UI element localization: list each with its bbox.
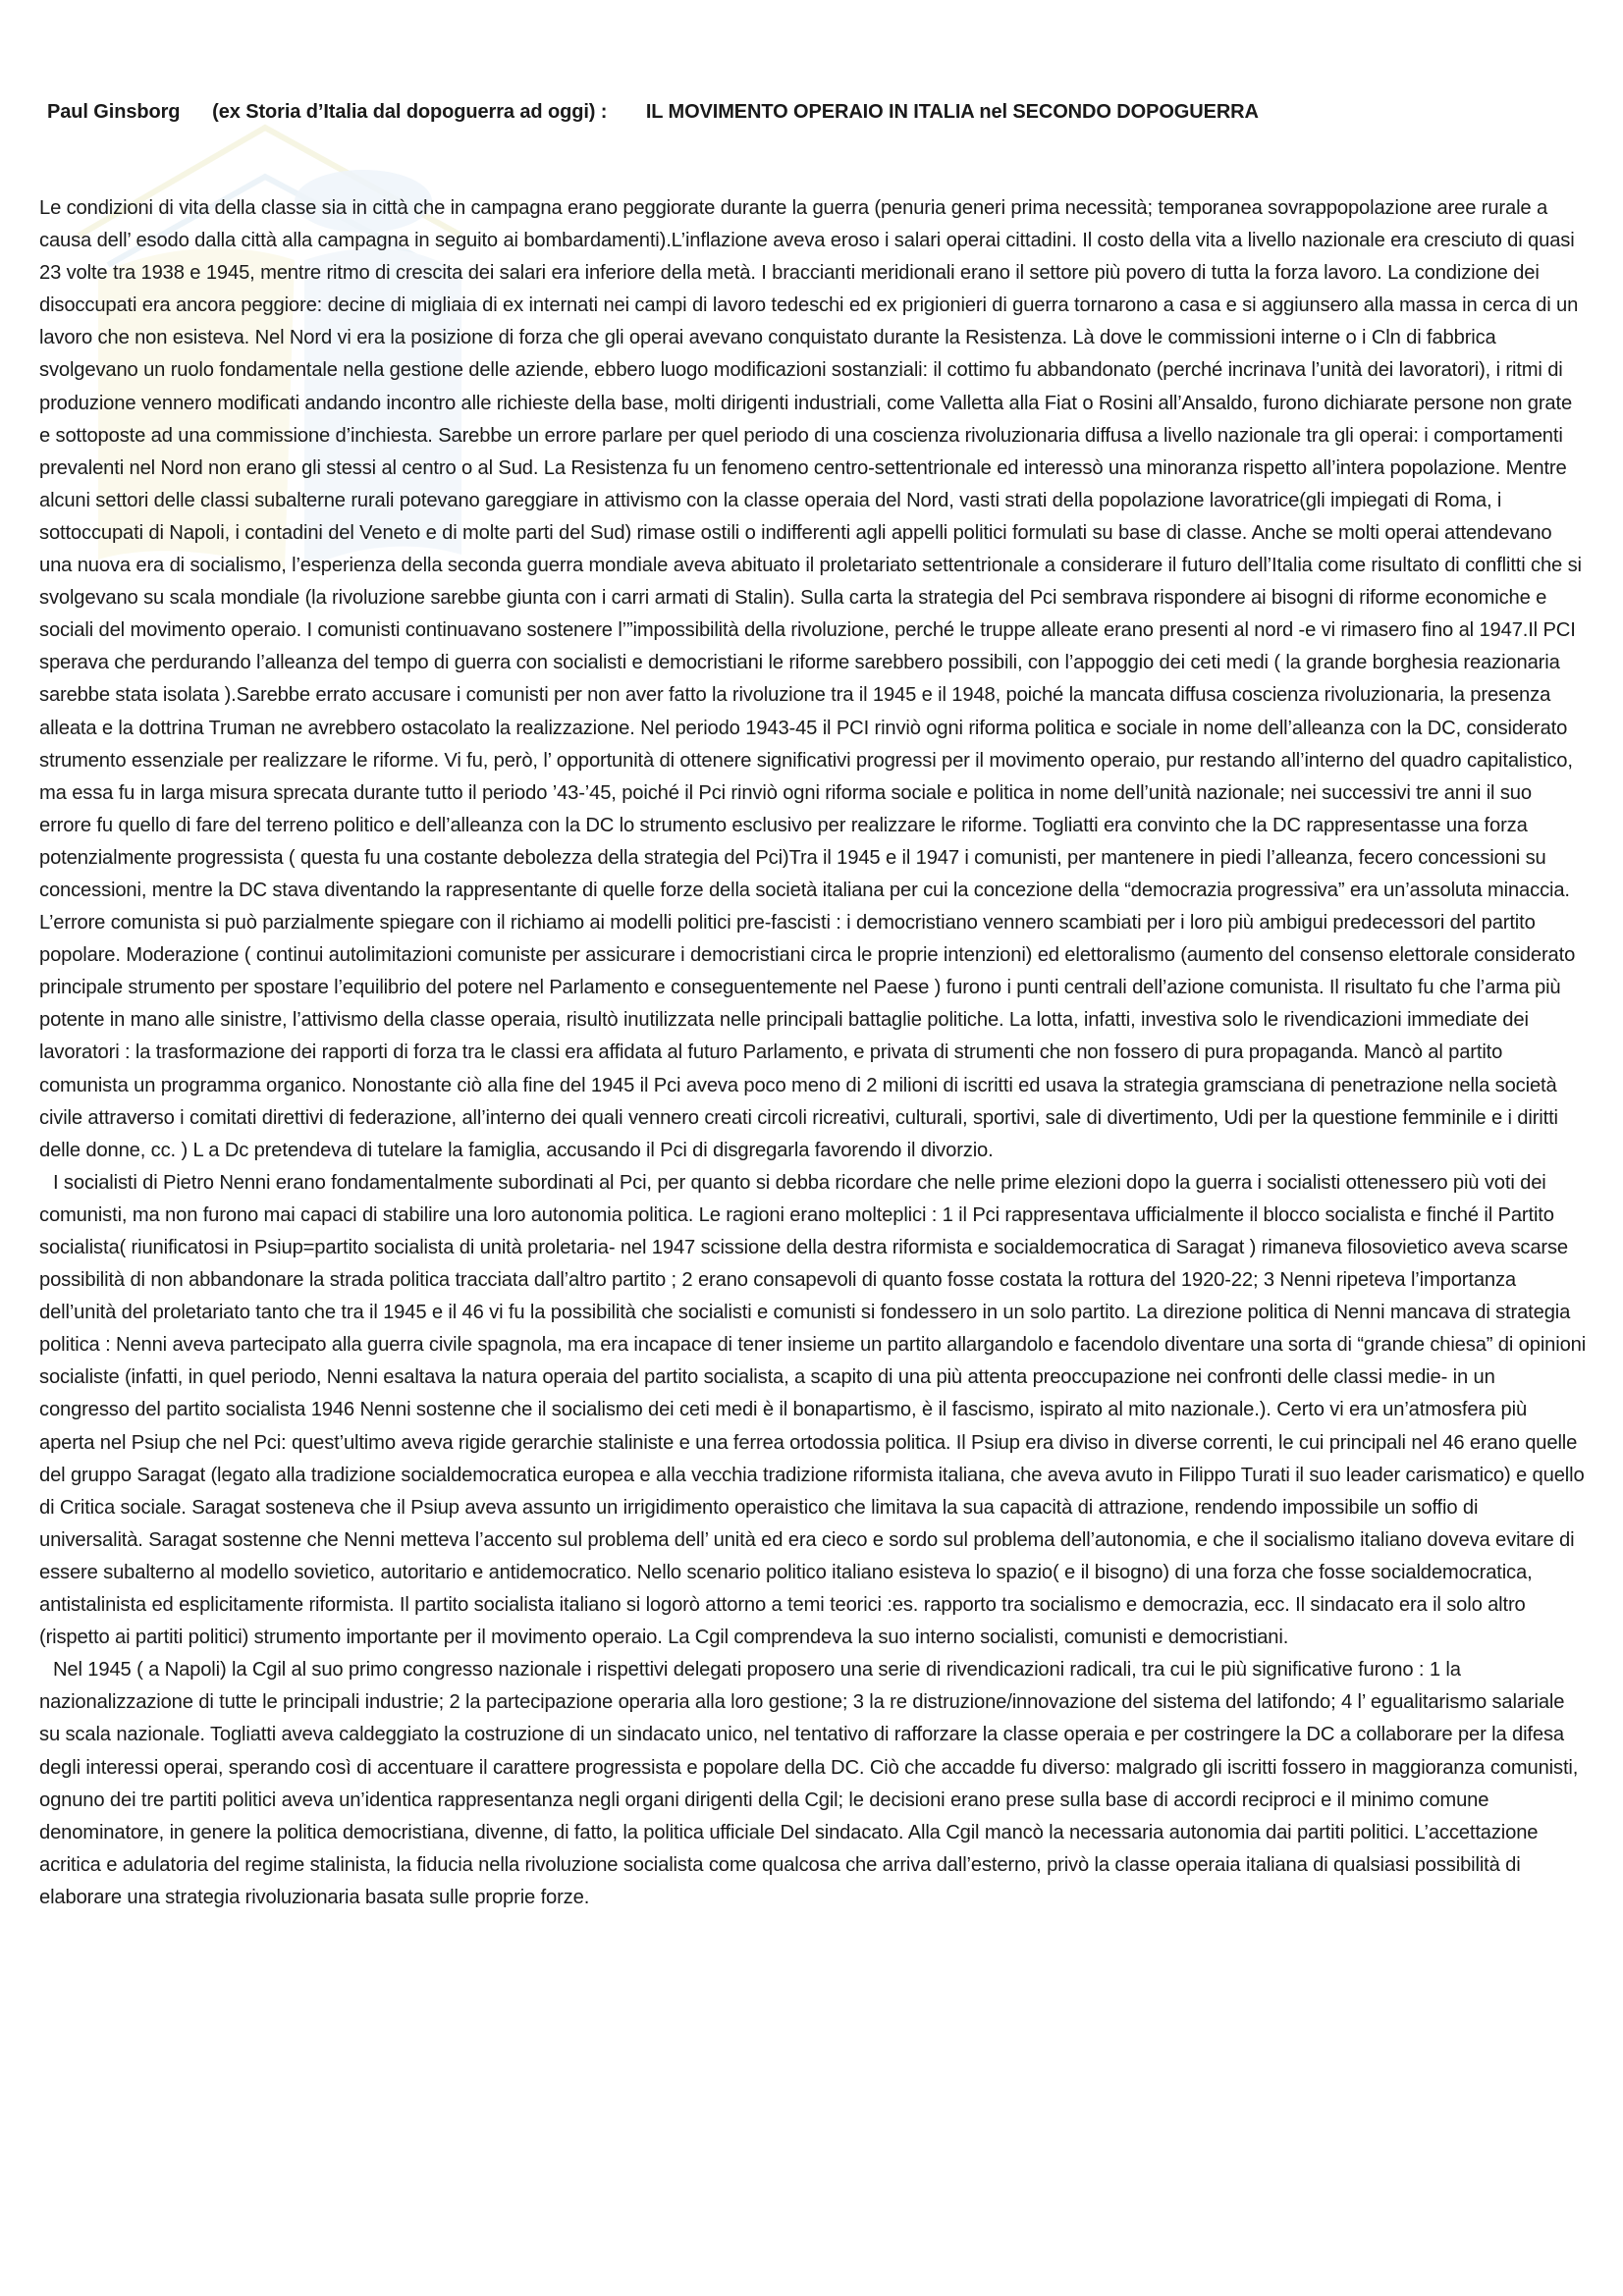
header-source: (ex Storia d’Italia dal dopoguerra ad oggi) : [212, 101, 608, 123]
document-header [47, 98, 1579, 126]
header-title: IL MOVIMENTO OPERAIO IN ITALIA nel SECONDO DOPOGUERRA [645, 101, 1259, 123]
paragraph-2: I socialisti di Pietro Nenni erano fondamentalmente subordinati al Pci, per quanto si debba ricordare che nelle prime elezioni dopo la guerra i socialisti ottenessero più voti dei comunisti, ma non furono mai capaci di stabilire una loro autonomia politica. Le ragioni erano molteplici : 1 il Pci rappresentava ufficialmente il blocco socialista e finché il Partito socialista( riunificatosi in Psiup=partito socialista di unità proletaria- nel 1947 scissione della destra riformista e socialdemocratica di Saragat ) rimaneva filosovietico aveva scarse possibilità di non abbandonare la strada politica tracciata dall’altro partito ; 2 erano consapevoli di quanto fosse costata la rottura del 1920-22; 3 Nenni ripeteva l’importanza dell’unità del proletariato tanto che tra il 1945 e il 46 vi fu la possibilità che socialisti e comunisti si fondessero in un solo partito. La direzione politica di Nenni mancava di strategia politica : Nenni aveva partecipato alla guerra civile spagnola, ma era incapace di tener insieme un partito allargandolo e facendolo diventare una sorta di “grande chiesa” di opinioni socialiste (infatti, in quel periodo, Nenni esaltava la natura operaia del partito socialista, a scapito di una più attenta preoccupazione nei confronti delle classi medie- in un congresso del partito socialista 1946 Nenni sostenne che il socialismo dei ceti medi è il bonapartismo, è il fascismo, ispirato al mito nazionale.). Certo vi era un’atmosfera più aperta nel Psiup che nel Pci: quest’ultimo aveva rigide gerarchie staliniste e una ferrea ortodossia politica. Il Psiup era diviso in diverse correnti, le cui principali nel 46 erano quelle del gruppo Saragat (legato alla tradizione socialdemocratica europea e alla vecchia tradizione riformista italiana, che aveva avuto in Filippo Turati il suo leader carismatico) e quello di Critica sociale. Saragat sosteneva che il Psiup aveva assunto un irrigidimento operaistico che limitava la sua capacità di attrazione, rendendo impossibile un soffio di universalità. Saragat sostenne che Nenni metteva l’accento sul problema dell’ unità ed era cieco e sordo sul problema dell’autonomia, e che il socialismo italiano doveva evitare di essere subalterno al modello sovietico, autoritario e antidemocratico. Nello scenario politico italiano esisteva lo spazio( e il bisogno) di una forza che fosse socialdemocratica, antistalinista ed esplicitamente riformista. Il partito socialista italiano si logorò attorno a temi teorici :es. rapporto tra socialismo e democrazia, ecc. Il sindacato era il solo altro (rispetto ai partiti politici) strumento importante per il movimento operaio. La Cgil comprendeva la suo interno socialisti, comunisti e democristiani. [39, 1171, 1587, 1649]
paragraph-3: Nel 1945 ( a Napoli) la Cgil al suo primo congresso nazionale i rispettivi delegati proposero una serie di rivendicazioni radicali, tra cui le più significative furono : 1 la nazionalizzazione di tutte le principali industrie; 2 la partecipazione operaria alla loro gestione; 3 la re distruzione/innovazione del sistema del latifondo; 4 l’ egualitarismo salariale su scala nazionale. Togliatti aveva caldeggiato la costruzione di un sindacato unico, nel tentativo di rafforzare la classe operaia e per costringere la DC a collaborare per la difesa degli interessi operai, sperando così di accentuare il carattere progressista e popolare della DC. Ciò che accadde fu diverso: malgrado gli iscritti fossero in maggioranza comunisti, ognuno dei tre partiti politici aveva un’identica rappresentanza negli organi dirigenti della Cgil; le decisioni erano prese sulla base di accordi reciproci e il minimo comune denominatore, in genere la politica democristiana, divenne, di fatto, la politica ufficiale Del sindacato. Alla Cgil mancò la necessaria autonomia dai partiti politici. L’accettazione acritica e adulatoria del regime stalinista, la fiducia nella rivoluzione socialista come qualcosa che arriva dall’esterno, privò la classe operaia italiana di qualsiasi possibilità di elaborare una strategia rivoluzionaria basata sulle proprie forze. [39, 1659, 1579, 1908]
document-body [39, 192, 1587, 1914]
paragraph-1: Le condizioni di vita della classe sia in città che in campagna erano peggiorate durante la guerra (penuria generi prima necessità; temporanea sovrappopolazione aree rurale a causa dell’ esodo dalla città alla campagna in seguito ai bombardamenti).L’inflazione aveva eroso i salari operai cittadini. Il costo della vita a livello nazionale era cresciuto di quasi 23 volte tra 1938 e 1945, mentre ritmo di crescita dei salari era inferiore della metà. I braccianti meridionali erano il settore più povero di tutta la forza lavoro. La condizione dei disoccupati era ancora peggiore: decine di migliaia di ex internati nei campi di lavoro tedeschi ed ex prigionieri di guerra tornarono a casa e si aggiunsero alla massa in cerca di un lavoro che non esisteva. Nel Nord vi era la posizione di forza che gli operai avevano conquistato durante la Resistenza. Là dove le commissioni interne o i Cln di fabbrica svolgevano un ruolo fondamentale nella gestione delle aziende, ebbero luogo modificazioni sostanziali: il cottimo fu abbandonato (perché incrinava l’unità dei lavoratori), i ritmi di produzione vennero modificati andando incontro alle richieste della base, molti dirigenti industriali, come Valletta alla Fiat o Rosini all’Ansaldo, furono dichiarate persone non grate e sottoposte ad una commissione d’inchiesta. Sarebbe un errore parlare per quel periodo di una coscienza rivoluzionaria diffusa a livello nazionale tra gli operai: i comportamenti prevalenti nel Nord non erano gli stessi al centro o al Sud. La Resistenza fu un fenomeno centro-settentrionale ed interessò una minoranza rispetto all’intera popolazione. Mentre alcuni settori delle classi subalterne rurali potevano gareggiare in attivismo con la classe operaia del Nord, vasti strati della popolazione lavoratrice(gli impiegati di Roma, i sottoccupati di Napoli, i contadini del Veneto e di molte parti del Sud) rimase ostili o indifferenti agli appelli politici formulati su base di classe. Anche se molti operai attendevano una nuova era di socialismo, l’esperienza della seconda guerra mondiale aveva abituato il proletariato settentrionale a considerare il futuro dell’Italia come risultato di conflitti che si svolgevano su scala mondiale (la rivoluzione sarebbe giunta con i carri armati di Stalin). Sulla carta la strategia del Pci sembrava rispondere ai bisogni di riforme economiche e sociali del movimento operaio. I comunisti continuavano sostenere l’”impossibilità della rivoluzione, perché le truppe alleate erano presenti al nord -e vi rimasero fino al 1947.Il PCI sperava che perdurando l’alleanza del tempo di guerra con socialisti e democristiani le riforme sarebbero possibili, con l’appoggio dei ceti medi ( la grande borghesia reazionaria sarebbe stata isolata ).Sarebbe errato accusare i comunisti per non aver fatto la rivoluzione tra il 1945 e il 1948, poiché la mancata diffusa coscienza rivoluzionaria, la presenza alleata e la dottrina Truman ne avrebbero ostacolato la realizzazione. Nel periodo 1943-45 il PCI rinviò ogni riforma politica e sociale in nome dell’alleanza con la DC, considerato strumento essenziale per realizzare le riforme. Vi fu, però, l’ opportunità di ottenere significativi progressi per il movimento operaio, pur restando all’interno del quadro capitalistico, ma essa fu in larga misura sprecata durante tutto il periodo ’43-’45, poiché il Pci rinviò ogni riforma sociale e politica in nome dell’unità nazionale; nei successivi tre anni il suo errore fu quello di fare del terreno politico e dell’alleanza con la DC lo strumento esclusivo per realizzare le riforme. Togliatti era convinto che la DC rappresentasse una forza potenzialmente progressista ( questa fu una costante debolezza della strategia del Pci)Tra il 1945 e il 1947 i comunisti, per mantenere in piedi l’alleanza, fecero concessioni su concessioni, mentre la DC stava diventando la rappresentante di quelle forze della società italiana per cui la concezione della “democrazia progressiva” era un’assoluta minaccia. L’errore comunista si può parzialmente spiegare con il richiamo ai modelli politici pre-fascisti : i democristiano vennero scambiati per i loro più ambigui predecessori del partito popolare. Moderazione ( continui autolimitazioni comuniste per assicurare i democristiani circa le proprie intenzioni) ed elettoralismo (aumento del consenso elettorale considerato principale strumento per spostare l’equilibrio del potere nel Parlamento e conseguentemente nel Paese ) furono i punti centrali dell’azione comunista. Il risultato fu che l’arma più potente in mano alle sinistre, l’attivismo della classe operaia, risultò inutilizzata nelle principali battaglie politiche. La lotta, infatti, investiva solo le rivendicazioni immediate dei lavoratori : la trasformazione dei rapporti di forza tra le classi era affidata al futuro Parlamento, e privata di strumenti che non fossero di pura propaganda. Mancò al partito comunista un programma organico. Nonostante ciò alla fine del 1945 il Pci aveva poco meno di 2 milioni di iscritti ed usava la strategia gramsciana di penetrazione nella società civile attraverso i comitati direttivi di federazione, all’interno dei quali vennero creati circoli ricreativi, culturali, sportivi, sale di divertimento, Udi per la questione femminile e i diritti delle donne, cc. ) L a Dc pretendeva di tutelare la famiglia, accusando il Pci di disgregarla favorendo il divorzio. [39, 197, 1582, 1161]
header-author: Paul Ginsborg [47, 101, 181, 123]
